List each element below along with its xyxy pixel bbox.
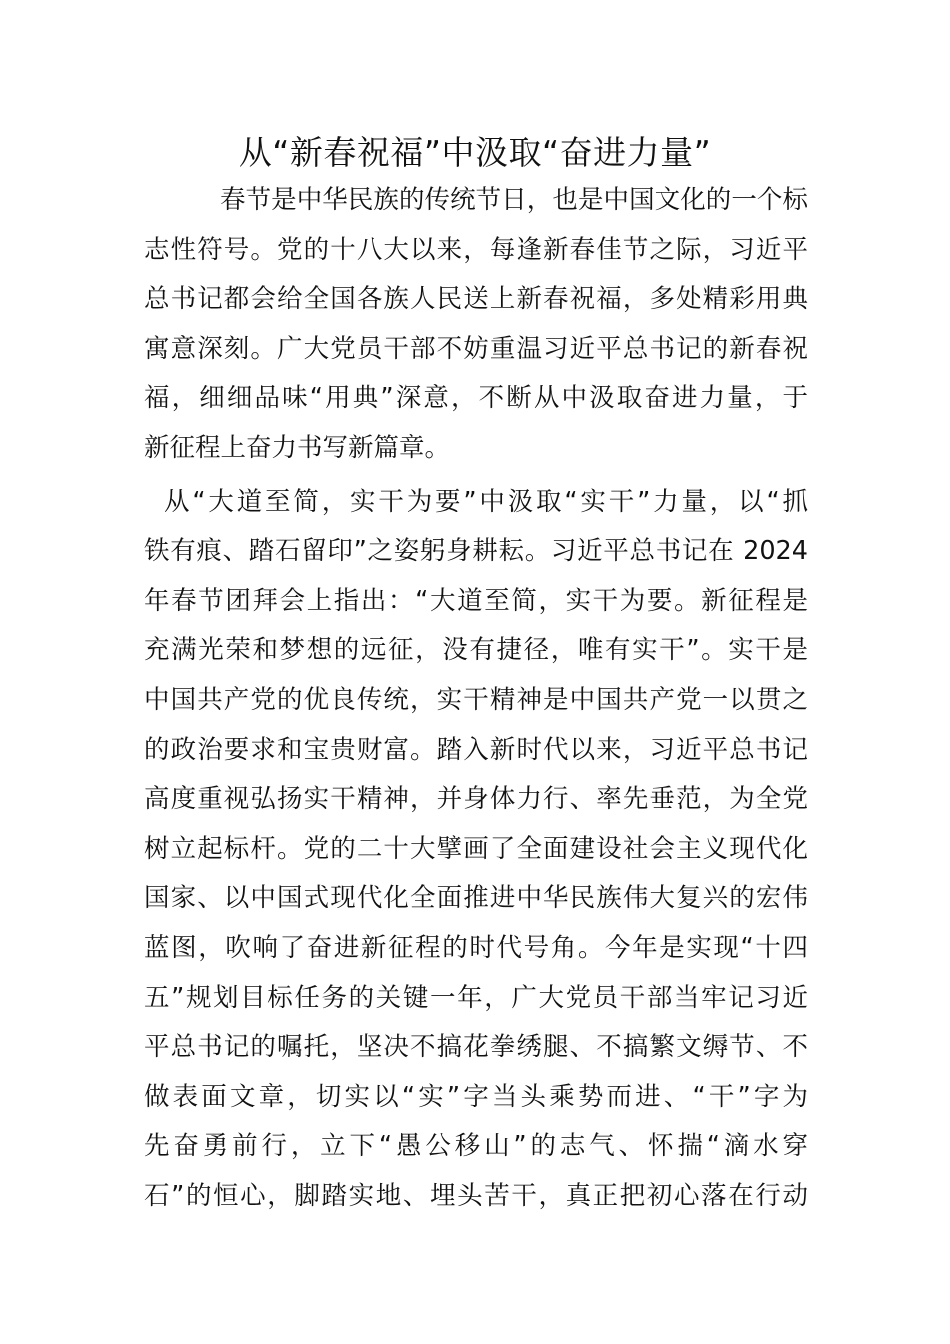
- paragraph-line: 蓝图，吹响了奋进新征程的时代号角。今年是实现“十四: [144, 932, 808, 963]
- paragraph-2: [144, 478, 808, 1222]
- paragraph-line: 铁有痕、踏石留印”之姿躬身耕耘。习近平总书记在 2024: [144, 536, 808, 567]
- paragraph-line: 寓意深刻。广大党员干部不妨重温习近平总书记的新春祝: [144, 333, 808, 364]
- paragraph-line: 志性符号。党的十八大以来，每逢新春佳节之际，习近平: [144, 234, 808, 265]
- paragraph-line: 从“大道至简，实干为要”中汲取“实干”力量，以“抓: [164, 486, 808, 517]
- paragraph-line: 充满光荣和梦想的远征，没有捷径，唯有实干”。实干是: [144, 635, 808, 666]
- paragraph-line: 春节是中华民族的传统节日，也是中国文化的一个标: [220, 185, 808, 215]
- document-body: [144, 176, 808, 1221]
- paragraph-line: 先奋勇前行，立下“愚公移山”的志气、怀揣“滴水穿: [144, 1131, 808, 1162]
- document-title: 从“新春祝福”中汲取“奋进力量”: [238, 133, 712, 172]
- paragraph-line: 的政治要求和宝贵财富。踏入新时代以来，习近平总书记: [144, 734, 808, 765]
- paragraph-line: 新征程上奋力书写新篇章。: [144, 432, 451, 463]
- paragraph-line: 中国共产党的优良传统，实干精神是中国共产党一以贯之: [144, 684, 808, 715]
- paragraph-line: 树立起标杆。党的二十大擘画了全面建设社会主义现代化: [144, 833, 808, 864]
- paragraph-line: 平总书记的嘱托，坚决不搞花拳绣腿、不搞繁文缛节、不: [144, 1032, 808, 1063]
- paragraph-line: 五”规划目标任务的关键一年，广大党员干部当牢记习近: [144, 982, 808, 1013]
- paragraph-1: [144, 176, 808, 474]
- paragraph-line: 福，细细品味“用典”深意，不断从中汲取奋进力量，于: [144, 383, 808, 414]
- paragraph-line: 年春节团拜会上指出：“大道至简，实干为要。新征程是: [144, 585, 808, 616]
- paragraph-line: 总书记都会给全国各族人民送上新春祝福，多处精彩用典: [144, 284, 808, 315]
- paragraph-line: 国家、以中国式现代化全面推进中华民族伟大复兴的宏伟: [144, 883, 808, 914]
- paragraph-line: 石”的恒心，脚踏实地、埋头苦干，真正把初心落在行动: [144, 1180, 808, 1211]
- paragraph-line: 高度重视弘扬实干精神，并身体力行、率先垂范，为全党: [144, 784, 808, 815]
- paragraph-line: 做表面文章，切实以“实”字当头乘势而进、“干”字为: [144, 1081, 808, 1112]
